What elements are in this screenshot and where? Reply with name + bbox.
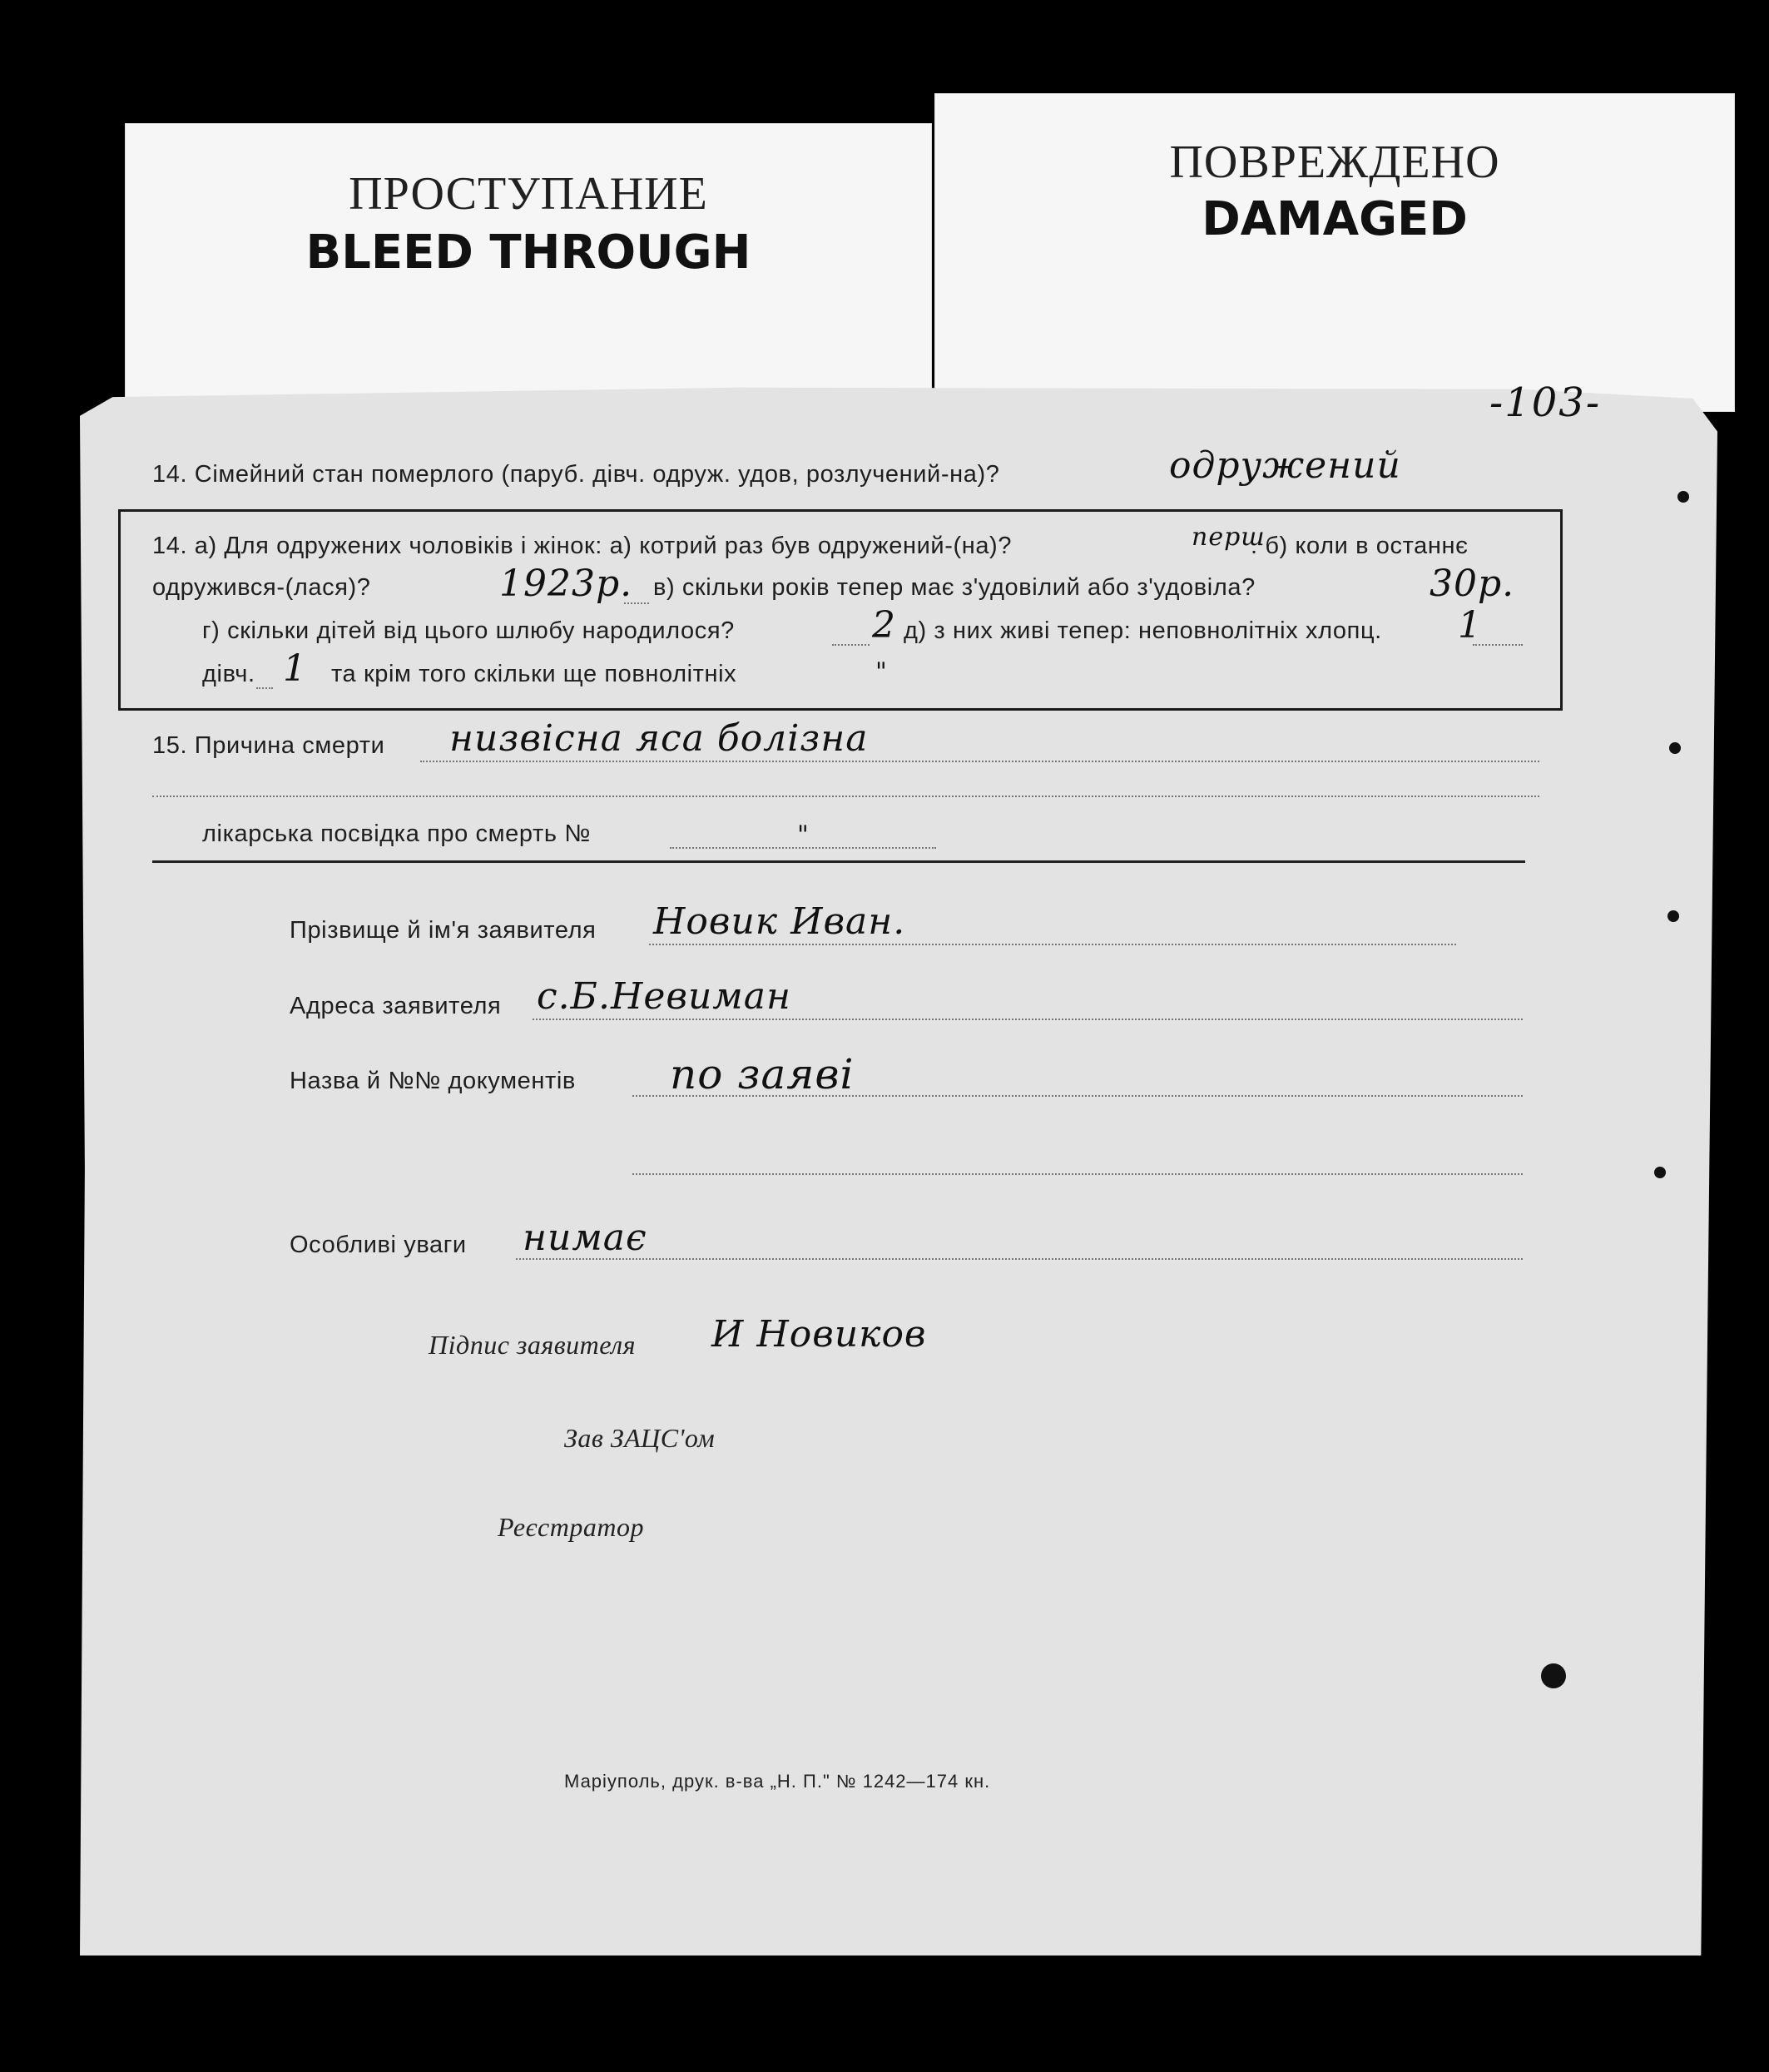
married-year-answer: 1923р. <box>499 563 633 605</box>
last-married-label: . б) коли в останнє <box>1251 533 1469 559</box>
married-count-label: 14. а) Для одружених чоловіків і жінок: а) котрий раз був одружений-(на)? <box>152 533 1013 559</box>
children-born-answer: 2 <box>872 604 896 647</box>
bleed-through-label-ru: ПРОСТУПАНИЕ <box>349 168 708 220</box>
binding-hole <box>1541 1663 1566 1688</box>
widowed-years-answer: 30р. <box>1430 563 1515 605</box>
documents-answer: по заяві <box>670 1050 855 1098</box>
dotted-line <box>632 1173 1523 1175</box>
page-number: -103- <box>1489 379 1602 426</box>
applicant-name-label: Прізвище й ім'я заявителя <box>290 917 597 944</box>
damaged-label-en: DAMAGED <box>1202 192 1468 246</box>
printer-footer: Маріуполь, друк. в-ва „Н. П." № 1242—174 кн. <box>564 1771 991 1792</box>
signature-answer: И Новиков <box>711 1313 927 1356</box>
married-count-answer: перш <box>1192 523 1266 552</box>
marital-status-label: 14. Сімейний стан померлого (паруб. дівч. одруж. удов, розлучений-на)? <box>152 461 1000 488</box>
living-girls-answer: 1 <box>283 647 307 690</box>
death-certificate-answer: " <box>797 820 810 850</box>
remarks-label: Особливі уваги <box>290 1232 467 1258</box>
dotted-line <box>649 944 1456 945</box>
dotted-line <box>256 687 273 689</box>
applicant-address-answer: с.Б.Невиман <box>537 975 792 1018</box>
bleed-through-card <box>125 123 932 412</box>
documents-label: Назва й №№ документів <box>290 1068 576 1094</box>
binding-hole <box>1654 1167 1666 1178</box>
damaged-label-ru: ПОВРЕЖДЕНО <box>1169 136 1500 188</box>
adult-children-answer: " <box>875 657 888 687</box>
binding-hole <box>1677 491 1689 503</box>
applicant-name-answer: Новик Иван. <box>653 900 906 943</box>
cause-of-death-label: 15. Причина смерти <box>152 732 385 759</box>
dotted-line <box>1473 644 1523 646</box>
dotted-line <box>632 1095 1523 1097</box>
adult-children-label: та крім того скільки ще повнолітніх <box>331 661 737 687</box>
applicant-address-label: Адреса заявителя <box>290 993 502 1019</box>
dotted-line <box>624 602 649 604</box>
marital-status-answer: одружений <box>1169 444 1401 487</box>
children-born-label: г) скільки дітей від цього шлюбу народилося? <box>202 617 735 644</box>
dotted-line <box>832 644 870 646</box>
binding-hole <box>1669 742 1681 754</box>
dotted-line <box>533 1019 1523 1020</box>
dotted-line <box>152 796 1539 797</box>
living-girls-label: дівч. <box>202 661 255 687</box>
cause-of-death-answer: низвісна яса болізна <box>449 717 869 760</box>
living-boys-answer: 1 <box>1458 604 1482 647</box>
binding-hole <box>1667 910 1679 922</box>
widowed-years-label: в) скільки років тепер має з'удовілий або з'удовіла? <box>653 574 1256 601</box>
bleed-through-label-en: BLEED THROUGH <box>305 226 751 280</box>
signature-label: Підпис заявителя <box>429 1330 636 1360</box>
married-when-label: одружився-(лася)? <box>152 574 371 601</box>
living-boys-label: д) з них живі тепер: неповнолітніх хлопц. <box>904 617 1382 644</box>
registry-head-label: Зав ЗАЦС'ом <box>564 1423 716 1453</box>
damaged-card <box>934 93 1735 412</box>
section-divider <box>152 860 1525 863</box>
registrar-label: Реєстратор <box>498 1512 644 1542</box>
dotted-line <box>516 1258 1523 1260</box>
remarks-answer: нимає <box>523 1217 647 1259</box>
death-certificate-label: лікарська посвідка про смерть № <box>202 820 591 847</box>
dotted-line <box>420 761 1539 762</box>
